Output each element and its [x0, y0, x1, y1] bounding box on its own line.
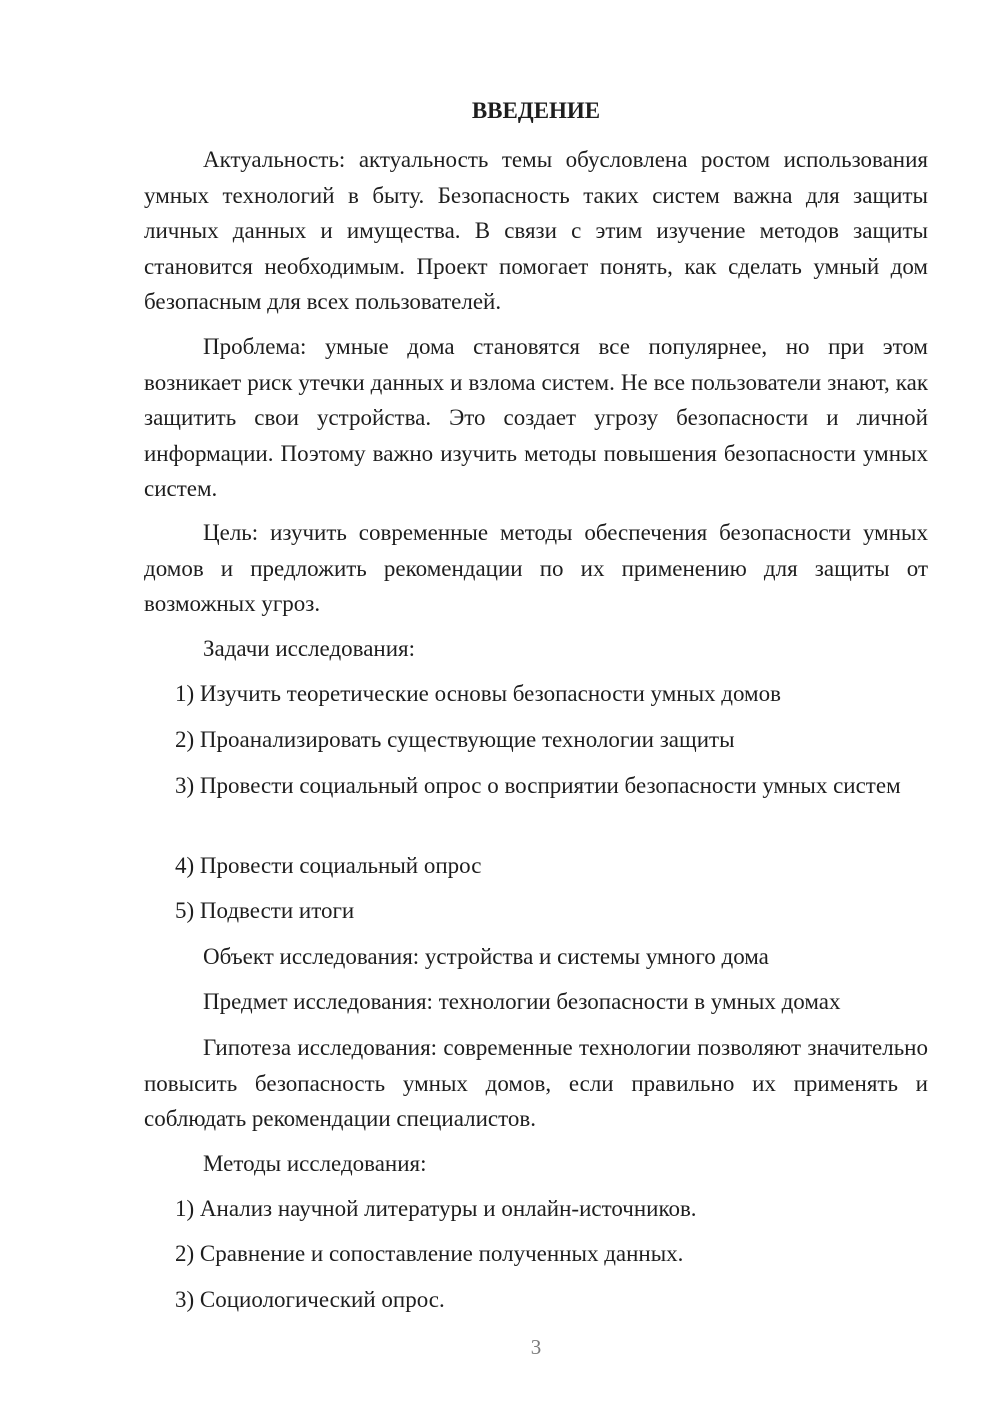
tasks-title: Задачи исследования:	[203, 636, 416, 661]
paragraph-subject: Предмет исследования: технологии безопасности в умных домах	[203, 989, 841, 1014]
page-title: ВВЕДЕНИЕ	[471, 98, 601, 123]
method-item-1: 1) Анализ научной литературы и онлайн-источников.	[175, 1196, 697, 1221]
task-item-1: 1) Изучить теоретические основы безопасности умных домов	[175, 681, 781, 706]
task-item-4: 4) Провести социальный опрос	[175, 853, 482, 878]
paragraph-hypothesis: Гипотеза исследования: современные технологии позволяют значительно повысить безопасность умных домов, если правильно их применять и соблюдать рекомендации специалистов.	[144, 1035, 928, 1131]
task-item-2: 2) Проанализировать существующие технологии защиты	[175, 727, 735, 752]
methods-title: Методы исследования:	[203, 1151, 427, 1176]
method-item-2: 2) Сравнение и сопоставление полученных данных.	[175, 1241, 684, 1266]
paragraph-problem: Проблема: умные дома становятся все популярнее, но при этом возникает риск утечки данных и взлома систем. Не все пользователи знают, как защитить свои устройства. Это создает угрозу безопасности и личной информации. Поэтому важно изучить методы повышения безопасности умных систем.	[144, 334, 928, 501]
paragraph-goal: Цель: изучить современные методы обеспечения безопасности умных домов и предложить рекомендации по их применению для защиты от возможных угроз.	[144, 520, 928, 616]
paragraph-relevance: Актуальность: актуальность темы обусловлена ростом использования умных технологий в быту. Безопасность таких систем важна для защиты личных данных и имущества. В связи с этим изучение методов защиты становится необходимым. Проект помогает понять, как сделать умный дом безопасным для всех пользователей.	[144, 147, 928, 314]
task-item-5: 5) Подвести итоги	[175, 898, 355, 923]
task-item-3: 3) Провести социальный опрос о восприятии безопасности умных систем	[175, 773, 901, 798]
method-item-3: 3) Социологический опрос.	[175, 1287, 445, 1312]
paragraph-object: Объект исследования: устройства и системы умного дома	[203, 944, 769, 969]
page-number: 3	[530, 1335, 542, 1359]
